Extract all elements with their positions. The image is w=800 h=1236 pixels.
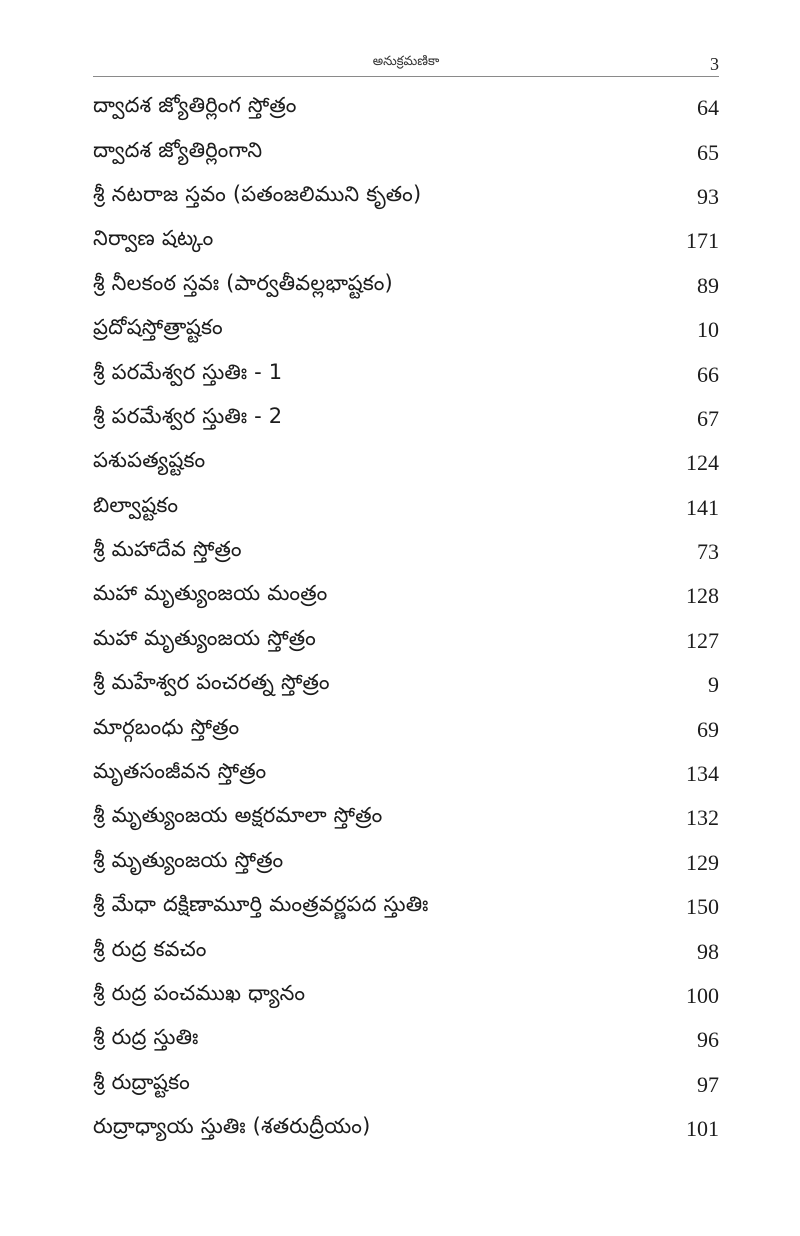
toc-entry-title: శ్రీ నీలకంఠ స్తవః (పార్వతీవల్లభాష్టకం) — [93, 270, 393, 295]
toc-entry-title: ద్వాదశ జ్యోతిర్లింగాని — [93, 137, 263, 162]
toc-entry-page: 129 — [686, 849, 719, 875]
toc-entry — [93, 796, 719, 840]
toc-entry-page: 65 — [697, 139, 719, 165]
toc-entry — [93, 530, 719, 574]
toc-entry — [93, 175, 719, 219]
toc-entry — [93, 619, 719, 663]
toc-entry-page: 89 — [697, 272, 719, 298]
toc-entry-title: శ్రీ రుద్రాష్టకం — [93, 1069, 190, 1094]
header-rule — [93, 76, 719, 77]
toc-entry-title: ద్వాదశ జ్యోతిర్లింగ స్తోత్రం — [93, 93, 297, 118]
toc-entry-title: శ్రీ మహేశ్వర పంచరత్న స్తోత్రం — [93, 670, 330, 695]
toc-entry-title: శ్రీ రుద్ర కవచం — [93, 936, 207, 961]
toc-entry-title: శ్రీ పరమేశ్వర స్తుతిః - 1 — [93, 359, 283, 384]
toc-entry — [93, 885, 719, 929]
toc-entry — [93, 974, 719, 1018]
toc-entry-page: 97 — [697, 1071, 719, 1097]
page-number: 3 — [710, 54, 719, 74]
toc-entry-title: శ్రీ నటరాజ స్తవం (పతంజలిముని కృతం) — [93, 181, 422, 206]
toc-entry-title: శ్రీ రుద్ర స్తుతిః — [93, 1025, 199, 1050]
toc-entry — [93, 574, 719, 618]
toc-entry-page: 93 — [697, 183, 719, 209]
toc-entry-page: 9 — [708, 672, 719, 698]
toc-entry-page: 96 — [697, 1027, 719, 1053]
toc-entry-page: 141 — [686, 494, 719, 520]
toc-entry-title: మహా మృత్యుంజయ మంత్రం — [93, 581, 328, 606]
toc-entry-page: 64 — [697, 95, 719, 121]
toc-entry-title: రుద్రాధ్యాయ స్తుతిః (శతరుద్రీయం) — [93, 1114, 371, 1139]
toc-entry-title: బిల్వాష్టకం — [93, 492, 179, 517]
toc-entry — [93, 752, 719, 796]
toc-entry-title: శ్రీ పరమేశ్వర స్తుతిః - 2 — [93, 403, 283, 428]
toc-entry-page: 124 — [686, 450, 719, 476]
toc-entry-title: మహా మృత్యుంజయ స్తోత్రం — [93, 625, 316, 650]
toc-entry-title: ప్రదోషస్తోత్రాష్టకం — [93, 315, 223, 340]
running-title: అనుక్రమణికా — [372, 54, 440, 69]
toc-entry-title: పశుపత్యష్టకం — [93, 448, 206, 473]
toc-entry-title: శ్రీ మేధా దక్షిణామూర్తి మంత్రవర్ణపద స్తుతిః — [93, 892, 429, 917]
toc-entry — [93, 219, 719, 263]
toc-entry — [93, 929, 719, 973]
toc-entry-page: 69 — [697, 716, 719, 742]
toc-entry-page: 100 — [686, 983, 719, 1008]
toc-entry-page: 171 — [686, 228, 719, 254]
toc-entry-title: శ్రీ మహాదేవ స్తోత్రం — [93, 537, 242, 562]
toc-entry-title: శ్రీ మృత్యుంజయ స్తోత్రం — [93, 847, 284, 872]
toc-entry — [93, 130, 719, 174]
toc-entry — [93, 308, 719, 352]
toc-entry — [93, 352, 719, 396]
toc-entry-title: శ్రీ రుద్ర పంచముఖ ధ్యానం — [93, 981, 306, 1005]
table-of-contents — [93, 86, 719, 1151]
toc-entry-page: 67 — [697, 405, 719, 431]
toc-entry-page: 150 — [686, 894, 719, 920]
toc-entry-page: 127 — [686, 627, 719, 653]
toc-entry-page: 101 — [686, 1116, 719, 1142]
running-header — [93, 52, 719, 76]
toc-entry — [93, 663, 719, 707]
toc-entry-page: 132 — [686, 805, 719, 831]
toc-entry-page: 128 — [686, 583, 719, 609]
toc-entry — [93, 86, 719, 130]
toc-entry — [93, 1018, 719, 1062]
toc-entry — [93, 1063, 719, 1107]
toc-entry — [93, 397, 719, 441]
toc-entry-title: మార్గబంధు స్తోత్రం — [93, 714, 240, 739]
toc-entry — [93, 441, 719, 485]
toc-entry-page: 98 — [697, 938, 719, 964]
toc-entry — [93, 264, 719, 308]
toc-entry — [93, 707, 719, 751]
toc-entry — [93, 1107, 719, 1151]
toc-entry — [93, 486, 719, 530]
toc-entry — [93, 841, 719, 885]
toc-entry-page: 10 — [697, 317, 719, 343]
toc-entry-page: 73 — [697, 539, 719, 565]
toc-entry-page: 134 — [686, 761, 719, 787]
toc-entry-title: నిర్వాణ షట్కం — [93, 226, 214, 251]
toc-entry-title: మృతసంజీవన స్తోత్రం — [93, 759, 267, 784]
toc-entry-title: శ్రీ మృత్యుంజయ అక్షరమాలా స్తోత్రం — [93, 803, 383, 828]
toc-entry-page: 66 — [697, 361, 719, 387]
